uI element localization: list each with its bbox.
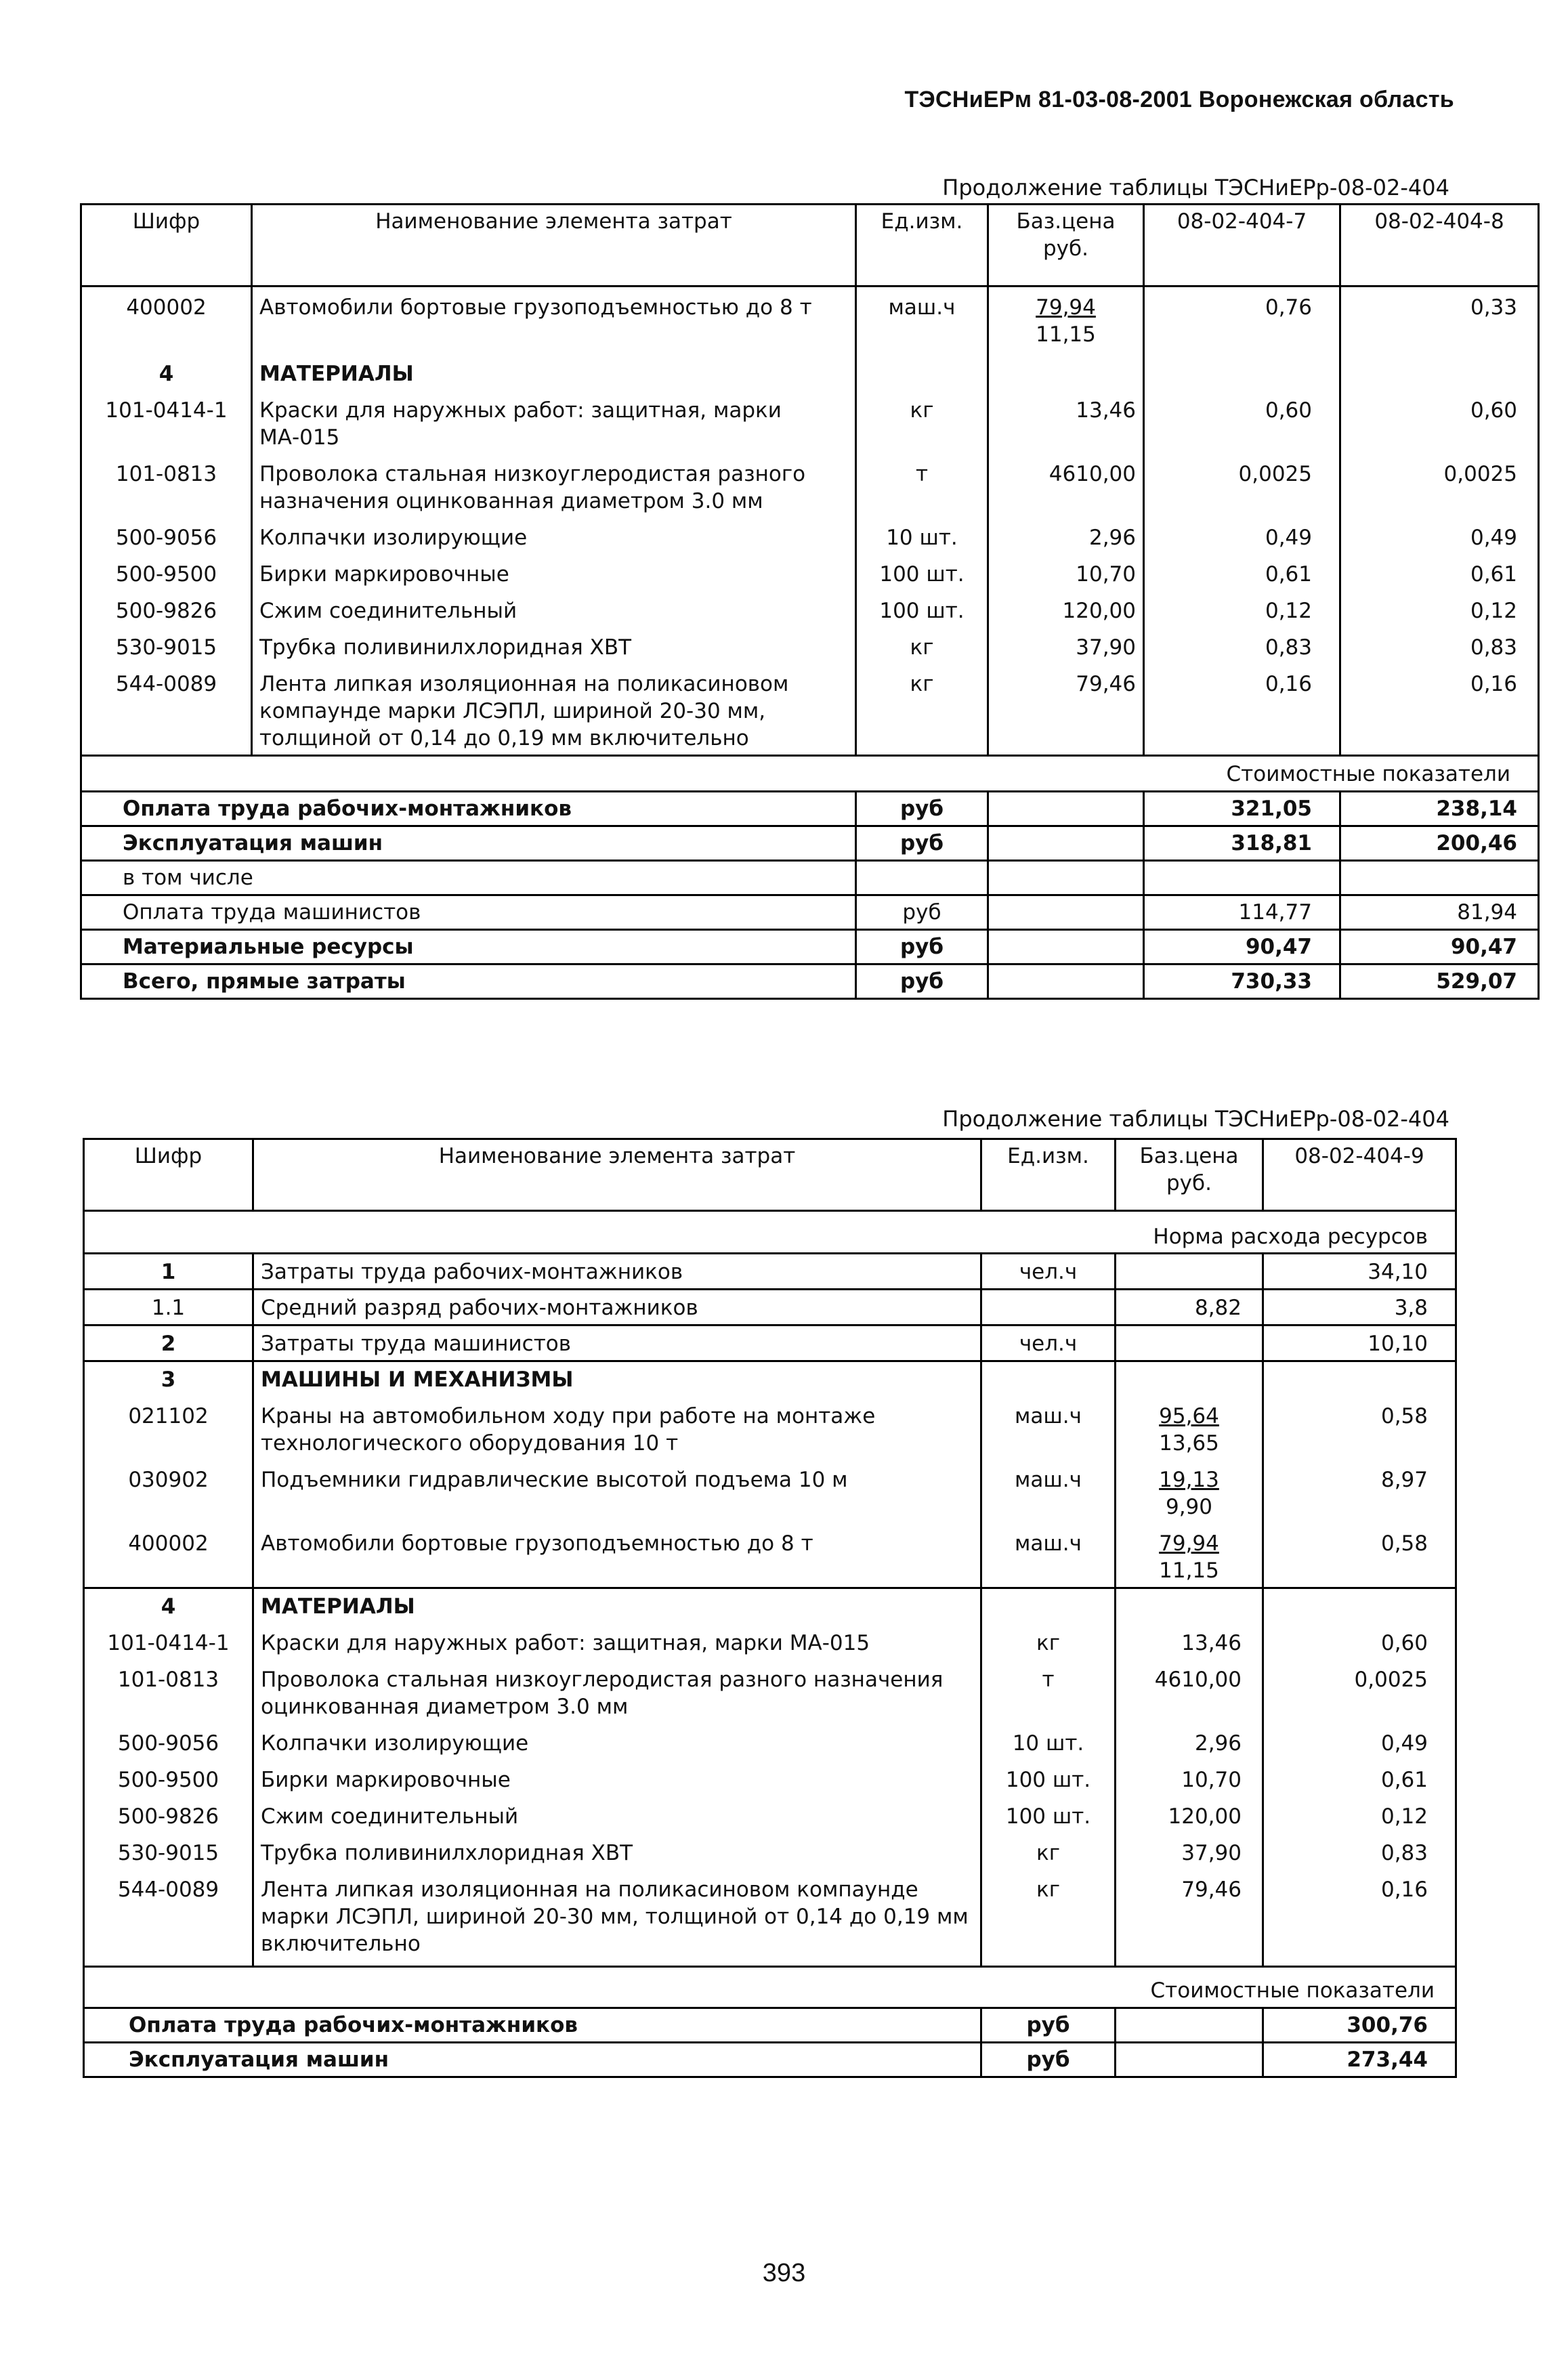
code-cell: 101-0813	[81, 454, 252, 517]
table-row	[84, 1325, 1456, 1361]
summary-value: 321,05	[1144, 792, 1340, 826]
code-cell: 530-9015	[81, 627, 252, 664]
name-cell: Средний разряд рабочих-монтажников	[253, 1290, 981, 1325]
code-cell: 530-9015	[84, 1833, 253, 1869]
empty-cell	[1116, 2043, 1263, 2077]
empty-cell	[1144, 351, 1340, 390]
code-cell: 400002	[81, 287, 252, 352]
empty-cell	[1116, 1361, 1263, 1397]
price-value: 2,96	[1088, 526, 1136, 550]
price-cell	[1116, 1254, 1263, 1290]
code-cell: 500-9056	[84, 1723, 253, 1760]
unit-cell: 100 шт.	[981, 1796, 1116, 1833]
summary-value: 90,47	[1340, 930, 1539, 964]
table-row	[84, 1869, 1456, 1967]
name-cell: Краски для наружных работ: защитная, марки МА-015	[252, 390, 856, 454]
value-cell: 0,60	[1263, 1623, 1456, 1659]
code-cell: 1.1	[84, 1290, 253, 1325]
summary-row	[81, 826, 1539, 861]
summary-unit: руб	[856, 826, 988, 861]
price-wage: 11,15	[1159, 1558, 1219, 1583]
price-cell	[1116, 1723, 1263, 1760]
unit-cell	[981, 1290, 1116, 1325]
unit-cell: т	[981, 1659, 1116, 1723]
price-value: 4610,00	[1154, 1668, 1242, 1692]
unit-cell: кг	[856, 627, 988, 664]
code-cell: 500-9056	[81, 517, 252, 554]
price-value: 79,46	[1076, 672, 1136, 696]
empty-cell	[988, 964, 1144, 999]
price-value: 10,70	[1076, 562, 1136, 587]
value-cell: 0,12	[1263, 1796, 1456, 1833]
code-cell: 500-9826	[81, 591, 252, 627]
price-cell	[988, 554, 1144, 591]
section-row	[81, 351, 1539, 390]
price-cell	[988, 287, 1144, 352]
column-header: Наименование элемента затрат	[252, 205, 856, 287]
table-row	[81, 454, 1539, 517]
price-value: 120,00	[1062, 599, 1136, 623]
price-wage: 13,65	[1159, 1431, 1219, 1456]
price-cell	[1116, 1760, 1263, 1796]
column-header: Шифр	[81, 205, 252, 287]
name-cell: Затраты труда рабочих-монтажников	[253, 1254, 981, 1290]
summary-value: 318,81	[1144, 826, 1340, 861]
unit-cell: маш.ч	[981, 1523, 1116, 1588]
value-cell: 0,0025	[1340, 454, 1539, 517]
document-header: ТЭСНиЕРм 81-03-08-2001 Воронежская область	[904, 87, 1454, 112]
price-cell	[1116, 1325, 1263, 1361]
empty-cell	[981, 1361, 1116, 1397]
section-row	[84, 1588, 1456, 1624]
price-machine: 95,64	[1159, 1404, 1219, 1428]
empty-cell	[988, 351, 1144, 390]
column-header: Баз.цена руб.	[988, 205, 1144, 287]
name-cell: Лента липкая изоляционная на поликасиновом компаунде марки ЛСЭПЛ, шириной 20-30 мм, толщиной от 0,14 до 0,19 мм включительно	[253, 1869, 981, 1967]
price-value: 4610,00	[1048, 462, 1136, 486]
summary-label: в том числе	[81, 861, 856, 895]
name-cell: Краны на автомобильном ходу при работе на монтаже технологического оборудования 10 т	[253, 1396, 981, 1460]
code-cell: 030902	[84, 1460, 253, 1523]
value-cell: 0,49	[1263, 1723, 1456, 1760]
table-row	[84, 1760, 1456, 1796]
price-cell	[1116, 1460, 1263, 1523]
code-cell: 2	[84, 1325, 253, 1361]
table-row	[81, 390, 1539, 454]
price-cell	[1116, 1869, 1263, 1967]
empty-cell	[988, 826, 1144, 861]
price-cell	[1116, 1623, 1263, 1659]
price-machine: 19,13	[1159, 1468, 1219, 1492]
price-cell	[1116, 1796, 1263, 1833]
value-cell: 0,60	[1144, 390, 1340, 454]
name-cell: МАШИНЫ И МЕХАНИЗМЫ	[253, 1361, 981, 1397]
code-cell: 021102	[84, 1396, 253, 1460]
summary-value: 273,44	[1263, 2043, 1456, 2077]
price-machine: 79,94	[1036, 295, 1096, 320]
table-row	[84, 1290, 1456, 1325]
summary-value: 81,94	[1340, 895, 1539, 930]
unit-cell: кг	[981, 1623, 1116, 1659]
table-row	[84, 1723, 1456, 1760]
value-cell: 0,58	[1263, 1396, 1456, 1460]
value-cell: 0,49	[1144, 517, 1340, 554]
price-value: 120,00	[1168, 1804, 1242, 1829]
price-wage: 9,90	[1165, 1495, 1213, 1519]
value-cell: 3,8	[1263, 1290, 1456, 1325]
table-row	[81, 517, 1539, 554]
column-header: 08-02-404-8	[1340, 205, 1539, 287]
summary-row	[81, 861, 1539, 895]
column-header: 08-02-404-9	[1263, 1139, 1456, 1211]
code-cell: 1	[84, 1254, 253, 1290]
value-cell: 0,83	[1340, 627, 1539, 664]
price-value: 13,46	[1076, 398, 1136, 423]
value-cell: 0,12	[1144, 591, 1340, 627]
name-cell: Проволока стальная низкоуглеродистая разного назначения оцинкованная диаметром 3.0 мм	[252, 454, 856, 517]
table2-header-row	[84, 1139, 1456, 1211]
price-cell	[1116, 1523, 1263, 1588]
table-row	[84, 1796, 1456, 1833]
summary-label: Эксплуатация машин	[84, 2043, 981, 2077]
summary-unit	[856, 861, 988, 895]
name-cell: МАТЕРИАЛЫ	[252, 351, 856, 390]
table-row	[81, 554, 1539, 591]
summary-unit: руб	[856, 792, 988, 826]
summary-label: Материальные ресурсы	[81, 930, 856, 964]
price-cell	[988, 664, 1144, 756]
unit-cell: 10 шт.	[981, 1723, 1116, 1760]
value-cell: 0,12	[1340, 591, 1539, 627]
unit-cell: 100 шт.	[856, 591, 988, 627]
summary-label: Эксплуатация машин	[81, 826, 856, 861]
code-cell: 544-0089	[81, 664, 252, 756]
summary-label: Оплата труда машинистов	[81, 895, 856, 930]
value-cell: 0,16	[1340, 664, 1539, 756]
summary-value	[1340, 861, 1539, 895]
unit-cell: 100 шт.	[856, 554, 988, 591]
cost-title-row	[81, 756, 1539, 792]
value-cell: 0,49	[1340, 517, 1539, 554]
summary-unit: руб	[856, 964, 988, 999]
summary-row	[81, 964, 1539, 999]
empty-cell	[988, 861, 1144, 895]
price-cell	[1116, 1396, 1263, 1460]
name-cell: Колпачки изолирующие	[252, 517, 856, 554]
price-machine: 79,94	[1159, 1531, 1219, 1556]
code-cell: 101-0414-1	[81, 390, 252, 454]
table2-caption: Продолжение таблицы ТЭСНиЕРр-08-02-404	[942, 1106, 1449, 1132]
table-row	[81, 627, 1539, 664]
table-row	[81, 664, 1539, 756]
value-cell: 0,33	[1340, 287, 1539, 352]
value-cell: 0,83	[1144, 627, 1340, 664]
summary-row	[81, 895, 1539, 930]
unit-cell: кг	[856, 390, 988, 454]
code-cell: 500-9500	[84, 1760, 253, 1796]
unit-cell: чел.ч	[981, 1325, 1116, 1361]
table-row	[84, 1623, 1456, 1659]
summary-row	[81, 930, 1539, 964]
value-cell: 10,10	[1263, 1325, 1456, 1361]
name-cell: Подъемники гидравлические высотой подъема 10 м	[253, 1460, 981, 1523]
unit-cell: кг	[981, 1833, 1116, 1869]
value-cell: 0,0025	[1263, 1659, 1456, 1723]
empty-cell	[1263, 1588, 1456, 1624]
empty-cell	[1340, 351, 1539, 390]
value-cell: 0,16	[1144, 664, 1340, 756]
code-cell: 4	[84, 1588, 253, 1624]
code-cell: 101-0414-1	[84, 1623, 253, 1659]
name-cell: Сжим соединительный	[252, 591, 856, 627]
price-value: 37,90	[1076, 635, 1136, 660]
value-cell: 0,58	[1263, 1523, 1456, 1588]
summary-unit: руб	[981, 2008, 1116, 2043]
unit-cell: т	[856, 454, 988, 517]
name-cell: Колпачки изолирующие	[253, 1723, 981, 1760]
column-header: Ед.изм.	[856, 205, 988, 287]
name-cell: Автомобили бортовые грузоподъемностью до 8 т	[253, 1523, 981, 1588]
cost-title: Стоимостные показатели	[81, 756, 1539, 792]
code-cell: 544-0089	[84, 1869, 253, 1967]
unit-cell: кг	[856, 664, 988, 756]
price-cell	[988, 591, 1144, 627]
summary-value: 238,14	[1340, 792, 1539, 826]
price-value: 2,96	[1194, 1731, 1242, 1756]
value-cell: 0,16	[1263, 1869, 1456, 1967]
value-cell: 8,97	[1263, 1460, 1456, 1523]
name-cell: Лента липкая изоляционная на поликасиновом компаунде марки ЛСЭПЛ, шириной 20-30 мм, толщиной от 0,14 до 0,19 мм включительно	[252, 664, 856, 756]
name-cell: Трубка поливинилхлоридная ХВТ	[252, 627, 856, 664]
price-value: 37,90	[1181, 1841, 1242, 1865]
value-cell: 0,0025	[1144, 454, 1340, 517]
table-row	[84, 1254, 1456, 1290]
column-header: Баз.цена руб.	[1116, 1139, 1263, 1211]
summary-value: 90,47	[1144, 930, 1340, 964]
price-cell	[1116, 1833, 1263, 1869]
empty-cell	[988, 792, 1144, 826]
name-cell: Бирки маркировочные	[253, 1760, 981, 1796]
page-number: 393	[762, 2259, 806, 2287]
table-row	[84, 1523, 1456, 1588]
price-value: 13,46	[1181, 1631, 1242, 1655]
price-cell	[1116, 1290, 1263, 1325]
column-header: Шифр	[84, 1139, 253, 1211]
summary-label: Всего, прямые затраты	[81, 964, 856, 999]
cost-title-row	[84, 1967, 1456, 2008]
code-cell: 500-9500	[81, 554, 252, 591]
unit-cell: 100 шт.	[981, 1760, 1116, 1796]
table-row	[81, 591, 1539, 627]
price-cell	[988, 390, 1144, 454]
summary-value: 114,77	[1144, 895, 1340, 930]
unit-cell: маш.ч	[981, 1460, 1116, 1523]
section-row	[84, 1361, 1456, 1397]
price-cell	[1116, 1659, 1263, 1723]
price-wage: 11,15	[1036, 322, 1096, 347]
norm-title-row	[84, 1211, 1456, 1254]
summary-row	[84, 2008, 1456, 2043]
name-cell: Бирки маркировочные	[252, 554, 856, 591]
table1-caption: Продолжение таблицы ТЭСНиЕРр-08-02-404	[942, 175, 1449, 200]
column-header: 08-02-404-7	[1144, 205, 1340, 287]
column-header: Наименование элемента затрат	[253, 1139, 981, 1211]
empty-cell	[988, 930, 1144, 964]
summary-value: 529,07	[1340, 964, 1539, 999]
price-cell	[988, 627, 1144, 664]
summary-unit: руб	[981, 2043, 1116, 2077]
summary-unit: руб	[856, 895, 988, 930]
summary-value: 300,76	[1263, 2008, 1456, 2043]
price-value: 8,82	[1194, 1296, 1242, 1320]
code-cell: 3	[84, 1361, 253, 1397]
value-cell: 34,10	[1263, 1254, 1456, 1290]
name-cell: Проволока стальная низкоуглеродистая разного назначения оцинкованная диаметром 3.0 мм	[253, 1659, 981, 1723]
unit-cell: маш.ч	[981, 1396, 1116, 1460]
empty-cell	[1263, 1361, 1456, 1397]
code-cell: 500-9826	[84, 1796, 253, 1833]
table1-header-row	[81, 205, 1539, 287]
code-cell: 4	[81, 351, 252, 390]
unit-cell: кг	[981, 1869, 1116, 1967]
norm-title: Норма расхода ресурсов	[84, 1211, 1456, 1254]
table-row	[84, 1833, 1456, 1869]
value-cell: 0,60	[1340, 390, 1539, 454]
name-cell: Трубка поливинилхлоридная ХВТ	[253, 1833, 981, 1869]
summary-row	[84, 2043, 1456, 2077]
code-cell: 101-0813	[84, 1659, 253, 1723]
price-value: 79,46	[1181, 1878, 1242, 1902]
empty-cell	[988, 895, 1144, 930]
value-cell: 0,61	[1263, 1760, 1456, 1796]
summary-label: Оплата труда рабочих-монтажников	[84, 2008, 981, 2043]
table-row	[84, 1659, 1456, 1723]
name-cell: Автомобили бортовые грузоподъемностью до 8 т	[252, 287, 856, 352]
price-cell	[988, 454, 1144, 517]
code-cell: 400002	[84, 1523, 253, 1588]
summary-label: Оплата труда рабочих-монтажников	[81, 792, 856, 826]
summary-row	[81, 792, 1539, 826]
price-cell	[988, 517, 1144, 554]
unit-cell: маш.ч	[856, 287, 988, 352]
summary-unit: руб	[856, 930, 988, 964]
unit-cell: 10 шт.	[856, 517, 988, 554]
table-row	[84, 1396, 1456, 1460]
name-cell: Затраты труда машинистов	[253, 1325, 981, 1361]
empty-cell	[981, 1588, 1116, 1624]
empty-cell	[1116, 1588, 1263, 1624]
value-cell: 0,83	[1263, 1833, 1456, 1869]
table-row	[81, 287, 1539, 352]
summary-value	[1144, 861, 1340, 895]
price-value: 10,70	[1181, 1768, 1242, 1792]
unit-cell: чел.ч	[981, 1254, 1116, 1290]
table-row	[84, 1460, 1456, 1523]
name-cell: Сжим соединительный	[253, 1796, 981, 1833]
value-cell: 0,61	[1144, 554, 1340, 591]
cost-title: Стоимостные показатели	[84, 1967, 1456, 2008]
name-cell: МАТЕРИАЛЫ	[253, 1588, 981, 1624]
column-header: Ед.изм.	[981, 1139, 1116, 1211]
table1	[80, 203, 1540, 1000]
summary-value: 730,33	[1144, 964, 1340, 999]
empty-cell	[1116, 2008, 1263, 2043]
value-cell: 0,61	[1340, 554, 1539, 591]
name-cell: Краски для наружных работ: защитная, марки МА-015	[253, 1623, 981, 1659]
value-cell: 0,76	[1144, 287, 1340, 352]
empty-cell	[856, 351, 988, 390]
summary-value: 200,46	[1340, 826, 1539, 861]
table2	[83, 1138, 1457, 2078]
